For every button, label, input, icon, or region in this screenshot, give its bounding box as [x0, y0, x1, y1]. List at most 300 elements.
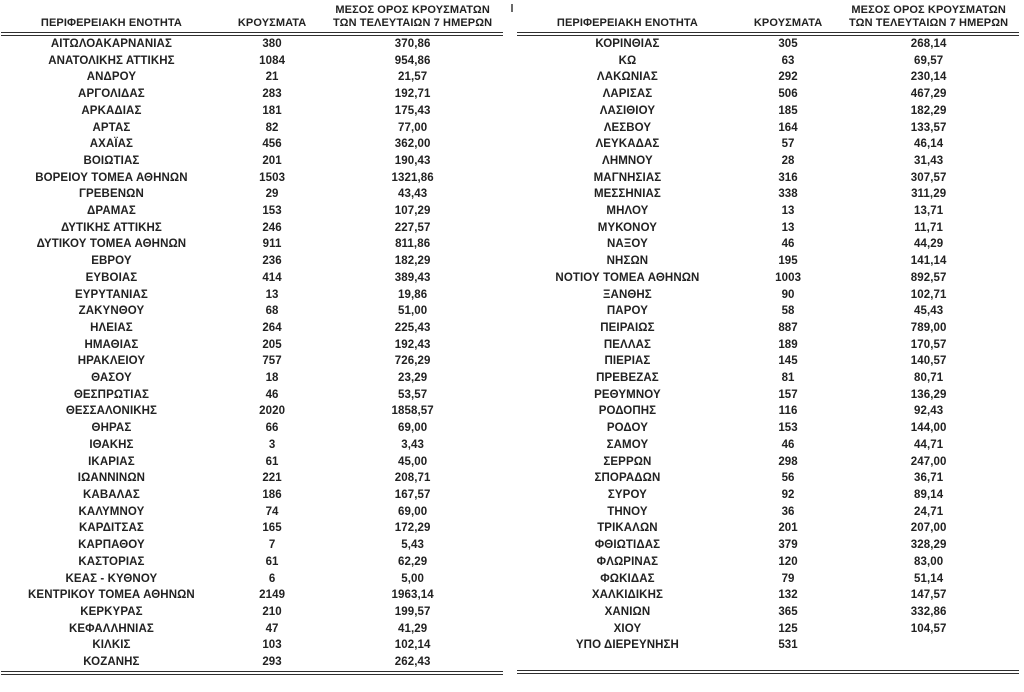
- table-row: [517, 69, 1019, 86]
- avg-header-line1: ΜΕΣΟΣ ΟΡΟΣ ΚΡΟΥΣΜΑΤΩΝ: [335, 4, 490, 16]
- cases-value-cell: 414: [262, 271, 282, 284]
- region-name-cell: ΣΠΟΡΑΔΩΝ: [594, 472, 661, 485]
- avg-7day-value-cell: 23,29: [397, 372, 428, 385]
- cases-value-cell: 531: [778, 639, 798, 652]
- avg-7day-value-cell: 172,29: [394, 522, 431, 535]
- avg-7day-value-cell: 5,00: [401, 572, 425, 585]
- cases-value-cell: 195: [778, 255, 798, 268]
- cases-value-cell: 68: [265, 305, 279, 318]
- cases-value-cell: 61: [265, 555, 279, 568]
- avg-7day-value-cell: 41,29: [397, 622, 428, 635]
- region-name-cell: ΘΕΣΣΑΛΟΝΙΚΗΣ: [65, 405, 158, 418]
- table-row: [517, 270, 1019, 287]
- cases-value-cell: 1084: [259, 54, 286, 67]
- table-row: [517, 136, 1019, 153]
- table-row: [1, 253, 503, 270]
- avg-7day-value-cell: 182,29: [394, 255, 431, 268]
- region-name-cell: ΚΙΛΚΙΣ: [92, 639, 131, 652]
- region-name-cell: ΚΕΑΣ - ΚΥΘΝΟΥ: [65, 572, 158, 585]
- cases-value-cell: 1503: [259, 171, 286, 184]
- region-name-cell: ΘΕΣΠΡΩΤΙΑΣ: [73, 388, 149, 401]
- avg-7day-value-cell: 3,43: [401, 438, 425, 451]
- table-row: [1, 153, 503, 170]
- region-name-cell: ΛΕΥΚΑΔΑΣ: [595, 138, 660, 151]
- avg-7day-value-cell: 102,71: [910, 288, 947, 301]
- region-name-cell: ΘΗΡΑΣ: [91, 422, 132, 435]
- cases-value-cell: 293: [262, 656, 282, 669]
- region-name-cell: ΤΡΙΚΑΛΩΝ: [597, 522, 658, 535]
- avg-7day-value-cell: 44,71: [913, 438, 944, 451]
- cases-value-cell: 82: [265, 121, 279, 134]
- avg-7day-value-cell: 262,43: [394, 656, 431, 669]
- region-name-cell: ΔΥΤΙΚΟΥ ΤΟΜΕΑ ΑΘΗΝΩΝ: [36, 238, 187, 251]
- table-row: [1, 571, 503, 588]
- table-row: [1, 454, 503, 471]
- cases-value-cell: 28: [781, 154, 795, 167]
- table-row: [517, 337, 1019, 354]
- cases-value-cell: 90: [781, 288, 795, 301]
- cases-value-cell: 13: [265, 288, 279, 301]
- cases-value-cell: 103: [262, 639, 282, 652]
- table-row: [517, 220, 1019, 237]
- avg-7day-value-cell: 208,71: [394, 472, 431, 485]
- region-name-cell: ΚΕΦΑΛΛΗΝΙΑΣ: [69, 622, 154, 635]
- region-name-cell: ΕΥΡΥΤΑΝΙΑΣ: [75, 288, 148, 301]
- region-name-cell: ΚΑΣΤΟΡΙΑΣ: [78, 555, 145, 568]
- table-row: [517, 370, 1019, 387]
- table-row: [517, 487, 1019, 504]
- cases-value-cell: 365: [778, 605, 798, 618]
- column-header-cases-label: ΚΡΟΥΣΜΑΤΑ: [753, 17, 823, 29]
- cases-value-cell: 757: [262, 355, 282, 368]
- cases-value-cell: 338: [778, 188, 798, 201]
- avg-7day-value-cell: 136,29: [910, 388, 947, 401]
- avg-7day-value-cell: 80,71: [913, 372, 944, 385]
- cases-value-cell: 46: [781, 438, 795, 451]
- table-row: [517, 86, 1019, 103]
- avg-7day-value-cell: 811,86: [395, 238, 431, 251]
- table-body-right: [517, 34, 1019, 672]
- table-row: [1, 420, 503, 437]
- avg-7day-value-cell: 45,43: [913, 305, 944, 318]
- regional-table-right: [517, 0, 1019, 674]
- table-row: [517, 253, 1019, 270]
- region-name-cell: ΕΒΡΟΥ: [91, 255, 132, 268]
- table-row: [517, 637, 1019, 672]
- avg-7day-value-cell: 892,57: [910, 271, 947, 284]
- table-row: [1, 136, 503, 153]
- cases-value-cell: 47: [265, 622, 279, 635]
- avg-7day-value-cell: 182,29: [910, 104, 947, 117]
- avg-7day-value-cell: 370,86: [394, 38, 431, 50]
- table-row: [1, 654, 503, 673]
- region-name-cell: ΛΕΣΒΟΥ: [603, 121, 652, 134]
- cases-value-cell: 153: [778, 422, 798, 435]
- region-name-cell: ΙΚΑΡΙΑΣ: [88, 455, 135, 468]
- cases-value-cell: 305: [778, 38, 798, 50]
- cases-value-cell: 185: [778, 104, 798, 117]
- table-row: [517, 437, 1019, 454]
- region-name-cell: ΦΩΚΙΔΑΣ: [600, 572, 655, 585]
- avg-7day-value-cell: 268,14: [910, 38, 947, 50]
- region-name-cell: ΧΙΟΥ: [613, 622, 642, 635]
- cases-value-cell: 132: [778, 589, 798, 602]
- column-header-region: [1, 0, 222, 34]
- region-name-cell: ΝΗΣΩΝ: [606, 255, 649, 268]
- avg-7day-value-cell: 69,00: [397, 422, 428, 435]
- table-row: [1, 170, 503, 187]
- table-row: [1, 353, 503, 370]
- cases-value-cell: 221: [262, 472, 282, 485]
- cases-value-cell: 6: [268, 572, 276, 585]
- region-name-cell: ΑΝΑΤΟΛΙΚΗΣ ΑΤΤΙΚΗΣ: [48, 54, 175, 67]
- avg-7day-value-cell: 175,43: [394, 104, 431, 117]
- table-row: [1, 270, 503, 287]
- region-name-cell: ΗΛΕΙΑΣ: [90, 321, 133, 334]
- cases-value-cell: 7: [268, 539, 276, 552]
- table-row: [1, 236, 503, 253]
- table-row: [517, 587, 1019, 604]
- region-name-cell: ΚΟΡΙΝΘΙΑΣ: [595, 38, 660, 50]
- region-name-cell: ΛΑΚΩΝΙΑΣ: [596, 71, 658, 84]
- table-row: [1, 387, 503, 404]
- cases-value-cell: 57: [781, 138, 795, 151]
- table-row: [1, 34, 503, 53]
- avg-7day-value-cell: 954,86: [394, 54, 431, 67]
- column-header-region-label: ΠΕΡΙΦΕΡΕΙΑΚΗ ΕΝΟΤΗΤΑ: [556, 17, 698, 29]
- cases-value-cell: 316: [778, 171, 798, 184]
- region-name-cell: ΚΩ: [618, 54, 637, 67]
- avg-7day-value-cell: 77,00: [397, 121, 428, 134]
- avg-7day-value-cell: 190,43: [394, 154, 431, 167]
- table-row: [517, 303, 1019, 320]
- cases-value-cell: 29: [265, 188, 279, 201]
- avg-7day-value-cell: 19,86: [397, 288, 428, 301]
- cases-value-cell: 120: [778, 555, 798, 568]
- table-row: [517, 504, 1019, 521]
- avg-header-line1: ΜΕΣΟΣ ΟΡΟΣ ΚΡΟΥΣΜΑΤΩΝ: [851, 4, 1006, 16]
- cases-value-cell: 13: [781, 221, 795, 234]
- column-header-cases: [738, 0, 838, 34]
- avg-7day-value-cell: 83,00: [913, 555, 944, 568]
- avg-7day-value-cell: 1963,14: [391, 589, 434, 602]
- cases-value-cell: 63: [781, 54, 795, 67]
- table-row: [1, 69, 503, 86]
- cases-value-cell: 164: [778, 121, 798, 134]
- cases-value-cell: 379: [778, 539, 798, 552]
- region-name-cell: ΦΛΩΡΙΝΑΣ: [596, 555, 659, 568]
- region-name-cell: ΠΑΡΟΥ: [606, 305, 648, 318]
- avg-7day-value-cell: 147,57: [910, 589, 947, 602]
- avg-7day-value-cell: 107,29: [394, 205, 431, 218]
- cases-value-cell: 456: [262, 138, 282, 151]
- header-row: [1, 0, 503, 34]
- table-row: [517, 34, 1019, 53]
- region-name-cell: ΖΑΚΥΝΘΟΥ: [78, 305, 145, 318]
- region-name-cell: ΡΟΔΟΥ: [606, 422, 648, 435]
- table-row: [517, 470, 1019, 487]
- avg-7day-value-cell: 46,14: [913, 138, 944, 151]
- region-name-cell: ΒΟΡΕΙΟΥ ΤΟΜΕΑ ΑΘΗΝΩΝ: [35, 171, 188, 184]
- cases-value-cell: 283: [262, 88, 282, 101]
- region-name-cell: ΠΙΕΡΙΑΣ: [604, 355, 651, 368]
- avg-7day-value-cell: 5,43: [401, 539, 425, 552]
- table-row: [1, 103, 503, 120]
- cases-value-cell: 46: [781, 238, 795, 251]
- region-name-cell: ΒΟΙΩΤΙΑΣ: [83, 154, 140, 167]
- cases-value-cell: 61: [265, 455, 279, 468]
- table-row: [517, 621, 1019, 638]
- table-row: [517, 236, 1019, 253]
- table-row: [1, 220, 503, 237]
- avg-7day-value-cell: 31,43: [913, 154, 944, 167]
- region-name-cell: ΗΜΑΘΙΑΣ: [84, 338, 139, 351]
- cases-value-cell: 66: [265, 422, 279, 435]
- region-name-cell: ΞΑΝΘΗΣ: [603, 288, 652, 301]
- table-row: [517, 103, 1019, 120]
- table-row: [1, 120, 503, 137]
- region-name-cell: ΚΑΒΑΛΑΣ: [83, 488, 140, 501]
- table-row: [1, 520, 503, 537]
- region-name-cell: ΡΕΘΥΜΝΟΥ: [594, 388, 661, 401]
- avg-7day-value-cell: 140,57: [910, 355, 947, 368]
- region-name-cell: ΑΝΔΡΟΥ: [86, 71, 137, 84]
- table-row: [517, 353, 1019, 370]
- region-name-cell: ΛΑΡΙΣΑΣ: [602, 88, 653, 101]
- cases-value-cell: 79: [781, 572, 795, 585]
- region-name-cell: ΑΡΤΑΣ: [92, 121, 131, 134]
- region-name-cell: ΙΘΑΚΗΣ: [89, 438, 134, 451]
- region-name-cell: ΝΟΤΙΟΥ ΤΟΜΕΑ ΑΘΗΝΩΝ: [555, 271, 700, 284]
- cases-value-cell: 506: [778, 88, 798, 101]
- cases-value-cell: 186: [262, 488, 282, 501]
- table-row: [1, 637, 503, 654]
- region-name-cell: ΑΧΑΪΑΣ: [89, 138, 134, 151]
- region-name-cell: ΔΥΤΙΚΗΣ ΑΤΤΙΚΗΣ: [60, 221, 162, 234]
- table-row: [1, 53, 503, 70]
- cases-value-cell: 125: [778, 622, 798, 635]
- table-row: [517, 554, 1019, 571]
- cases-value-cell: 205: [262, 338, 282, 351]
- region-name-cell: ΚΑΛΥΜΝΟΥ: [78, 505, 145, 518]
- avg-7day-value-cell: 133,57: [910, 121, 947, 134]
- avg-7day-value-cell: 307,57: [910, 171, 947, 184]
- table-row: [1, 86, 503, 103]
- region-name-cell: ΠΕΙΡΑΙΩΣ: [600, 321, 655, 334]
- region-name-cell: ΚΑΡΠΑΘΟΥ: [78, 539, 145, 552]
- table-row: [1, 621, 503, 638]
- cases-value-cell: 74: [265, 505, 279, 518]
- avg-7day-value-cell: 92,43: [913, 405, 944, 418]
- cases-value-cell: 46: [265, 388, 279, 401]
- region-name-cell: ΠΡΕΒΕΖΑΣ: [596, 372, 659, 385]
- avg-7day-value-cell: 51,14: [913, 572, 944, 585]
- region-name-cell: ΝΑΞΟΥ: [607, 238, 648, 251]
- table-row: [1, 604, 503, 621]
- region-name-cell: ΘΑΣΟΥ: [91, 372, 132, 385]
- cases-value-cell: 380: [262, 38, 282, 50]
- avg-7day-value-cell: 45,00: [397, 455, 428, 468]
- region-name-cell: ΗΡΑΚΛΕΙΟΥ: [77, 355, 146, 368]
- cases-value-cell: 92: [781, 488, 795, 501]
- region-name-cell: ΦΘΙΩΤΙΔΑΣ: [594, 539, 661, 552]
- table-row: [517, 454, 1019, 471]
- avg-7day-value-cell: 199,57: [394, 605, 431, 618]
- avg-7day-value-cell: 44,29: [913, 238, 944, 251]
- region-name-cell: ΑΙΤΩΛΟΑΚΑΡΝΑΝΙΑΣ: [50, 38, 172, 50]
- region-name-cell: ΚΟΖΑΝΗΣ: [83, 656, 140, 669]
- table-row: [517, 520, 1019, 537]
- column-header-region: [517, 0, 738, 34]
- cases-value-cell: 58: [781, 305, 795, 318]
- avg-7day-value-cell: 167,57: [394, 488, 431, 501]
- avg-7day-value-cell: 24,71: [913, 505, 944, 518]
- table-row: [1, 303, 503, 320]
- avg-7day-value-cell: 144,00: [910, 422, 947, 435]
- table-row: [1, 403, 503, 420]
- table-row: [517, 53, 1019, 70]
- avg-7day-value-cell: 192,43: [394, 338, 431, 351]
- avg-7day-value-cell: 225,43: [394, 321, 431, 334]
- cases-value-cell: 2020: [259, 405, 286, 418]
- avg-7day-value-cell: 13,71: [913, 205, 944, 218]
- cases-value-cell: 165: [262, 522, 282, 535]
- cases-value-cell: 887: [778, 321, 798, 334]
- cases-value-cell: 201: [778, 522, 798, 535]
- region-name-cell: ΠΕΛΛΑΣ: [603, 338, 651, 351]
- region-name-cell: ΔΡΑΜΑΣ: [87, 205, 136, 218]
- avg-7day-value-cell: 1858,57: [391, 405, 434, 418]
- region-name-cell: ΛΗΜΝΟΥ: [602, 154, 653, 167]
- region-name-cell: ΥΠΟ ΔΙΕΡΕΥΝΗΣΗ: [575, 639, 679, 652]
- table-row: [1, 287, 503, 304]
- separator-tick-mark: [511, 4, 513, 12]
- cases-value-cell: 189: [778, 338, 798, 351]
- table-row: [1, 504, 503, 521]
- regional-table-left: [1, 0, 503, 675]
- avg-header-line2: ΤΩΝ ΤΕΛΕΥΤΑΙΩΝ 7 ΗΜΕΡΩΝ: [849, 17, 1009, 29]
- cases-value-cell: 153: [262, 205, 282, 218]
- table-row: [1, 554, 503, 571]
- table-row: [517, 287, 1019, 304]
- table-row: [517, 186, 1019, 203]
- avg-7day-value-cell: 227,57: [394, 221, 431, 234]
- table-row: [1, 487, 503, 504]
- table-row: [517, 403, 1019, 420]
- region-name-cell: ΜΑΓΝΗΣΙΑΣ: [593, 171, 662, 184]
- table-row: [517, 153, 1019, 170]
- table-row: [517, 420, 1019, 437]
- avg-7day-value-cell: 36,71: [913, 472, 944, 485]
- avg-7day-value-cell: 170,57: [910, 338, 947, 351]
- region-name-cell: ΚΕΡΚΥΡΑΣ: [80, 605, 143, 618]
- region-name-cell: ΜΥΚΟΝΟΥ: [597, 221, 658, 234]
- avg-7day-value-cell: 69,00: [397, 505, 428, 518]
- region-name-cell: ΧΑΝΙΩΝ: [604, 605, 651, 618]
- cases-value-cell: 1003: [775, 271, 802, 284]
- table-row: [517, 387, 1019, 404]
- table-row: [517, 537, 1019, 554]
- avg-7day-value-cell: 789,00: [910, 321, 947, 334]
- avg-7day-value-cell: 62,29: [397, 555, 428, 568]
- avg-7day-value-cell: 247,00: [910, 455, 947, 468]
- table-row: [1, 203, 503, 220]
- avg-7day-value-cell: 328,29: [910, 539, 947, 552]
- table-row: [1, 370, 503, 387]
- cases-value-cell: 18: [265, 372, 279, 385]
- region-name-cell: ΙΩΑΝΝΙΝΩΝ: [77, 472, 146, 485]
- cases-value-cell: 21: [265, 71, 279, 84]
- region-name-cell: ΣΥΡΟΥ: [607, 488, 647, 501]
- avg-7day-value-cell: 69,57: [913, 54, 944, 67]
- column-header-region-label: ΠΕΡΙΦΕΡΕΙΑΚΗ ΕΝΟΤΗΤΑ: [40, 17, 182, 29]
- region-name-cell: ΚΕΝΤΡΙΚΟΥ ΤΟΜΕΑ ΑΘΗΝΩΝ: [28, 589, 195, 602]
- regional-cases-table-2: [517, 0, 1019, 674]
- avg-7day-value-cell: 467,29: [910, 88, 947, 101]
- regional-cases-table-1: [1, 0, 503, 675]
- cases-value-cell: 246: [262, 221, 282, 234]
- region-name-cell: ΡΟΔΟΠΗΣ: [598, 405, 657, 418]
- table-row: [517, 320, 1019, 337]
- region-name-cell: ΜΗΛΟΥ: [606, 205, 649, 218]
- cases-value-cell: 13: [781, 205, 795, 218]
- avg-7day-value-cell: 389,43: [394, 271, 431, 284]
- avg-7day-value-cell: 192,71: [394, 88, 431, 101]
- avg-7day-value-cell: 332,86: [910, 605, 947, 618]
- avg-7day-value-cell: 311,29: [911, 188, 947, 201]
- avg-7day-value-cell: 53,57: [397, 388, 428, 401]
- cases-value-cell: 2149: [259, 589, 286, 602]
- cases-value-cell: 298: [778, 455, 798, 468]
- avg-7day-value-cell: 51,00: [397, 305, 428, 318]
- table-row: [517, 203, 1019, 220]
- cases-value-cell: 181: [262, 104, 282, 117]
- cases-value-cell: 210: [262, 605, 282, 618]
- cases-value-cell: 157: [778, 388, 798, 401]
- region-name-cell: ΑΡΓΟΛΙΔΑΣ: [78, 88, 145, 101]
- cases-value-cell: 201: [262, 154, 282, 167]
- table-row: [517, 170, 1019, 187]
- table-row: [517, 604, 1019, 621]
- avg-7day-value-cell: 362,00: [394, 138, 431, 151]
- avg-7day-value-cell: 230,14: [910, 71, 947, 84]
- avg-7day-value-cell: 89,14: [913, 488, 944, 501]
- table-row: [1, 186, 503, 203]
- cases-value-cell: 3: [268, 438, 276, 451]
- table-row: [1, 587, 503, 604]
- table-row: [1, 470, 503, 487]
- column-header-cases: [222, 0, 322, 34]
- table-row: [1, 537, 503, 554]
- region-name-cell: ΓΡΕΒΕΝΩΝ: [79, 188, 144, 201]
- avg-7day-value-cell: 102,14: [394, 639, 431, 652]
- avg-7day-value-cell: 726,29: [394, 355, 431, 368]
- avg-7day-value-cell: [838, 637, 1019, 672]
- region-name-cell: ΛΑΣΙΘΙΟΥ: [599, 104, 656, 117]
- table-row: [517, 120, 1019, 137]
- cases-value-cell: 264: [262, 321, 282, 334]
- column-header-avg-7day: [322, 0, 503, 34]
- region-name-cell: ΜΕΣΣΗΝΙΑΣ: [593, 188, 661, 201]
- cases-value-cell: 36: [781, 505, 795, 518]
- cases-value-cell: 292: [778, 71, 798, 84]
- table-body-left: [1, 34, 503, 673]
- cases-value-cell: 116: [778, 405, 798, 418]
- cases-value-cell: 81: [781, 372, 795, 385]
- region-name-cell: ΚΑΡΔΙΤΣΑΣ: [78, 522, 144, 535]
- region-name-cell: ΤΗΝΟΥ: [607, 505, 648, 518]
- cases-value-cell: 145: [778, 355, 798, 368]
